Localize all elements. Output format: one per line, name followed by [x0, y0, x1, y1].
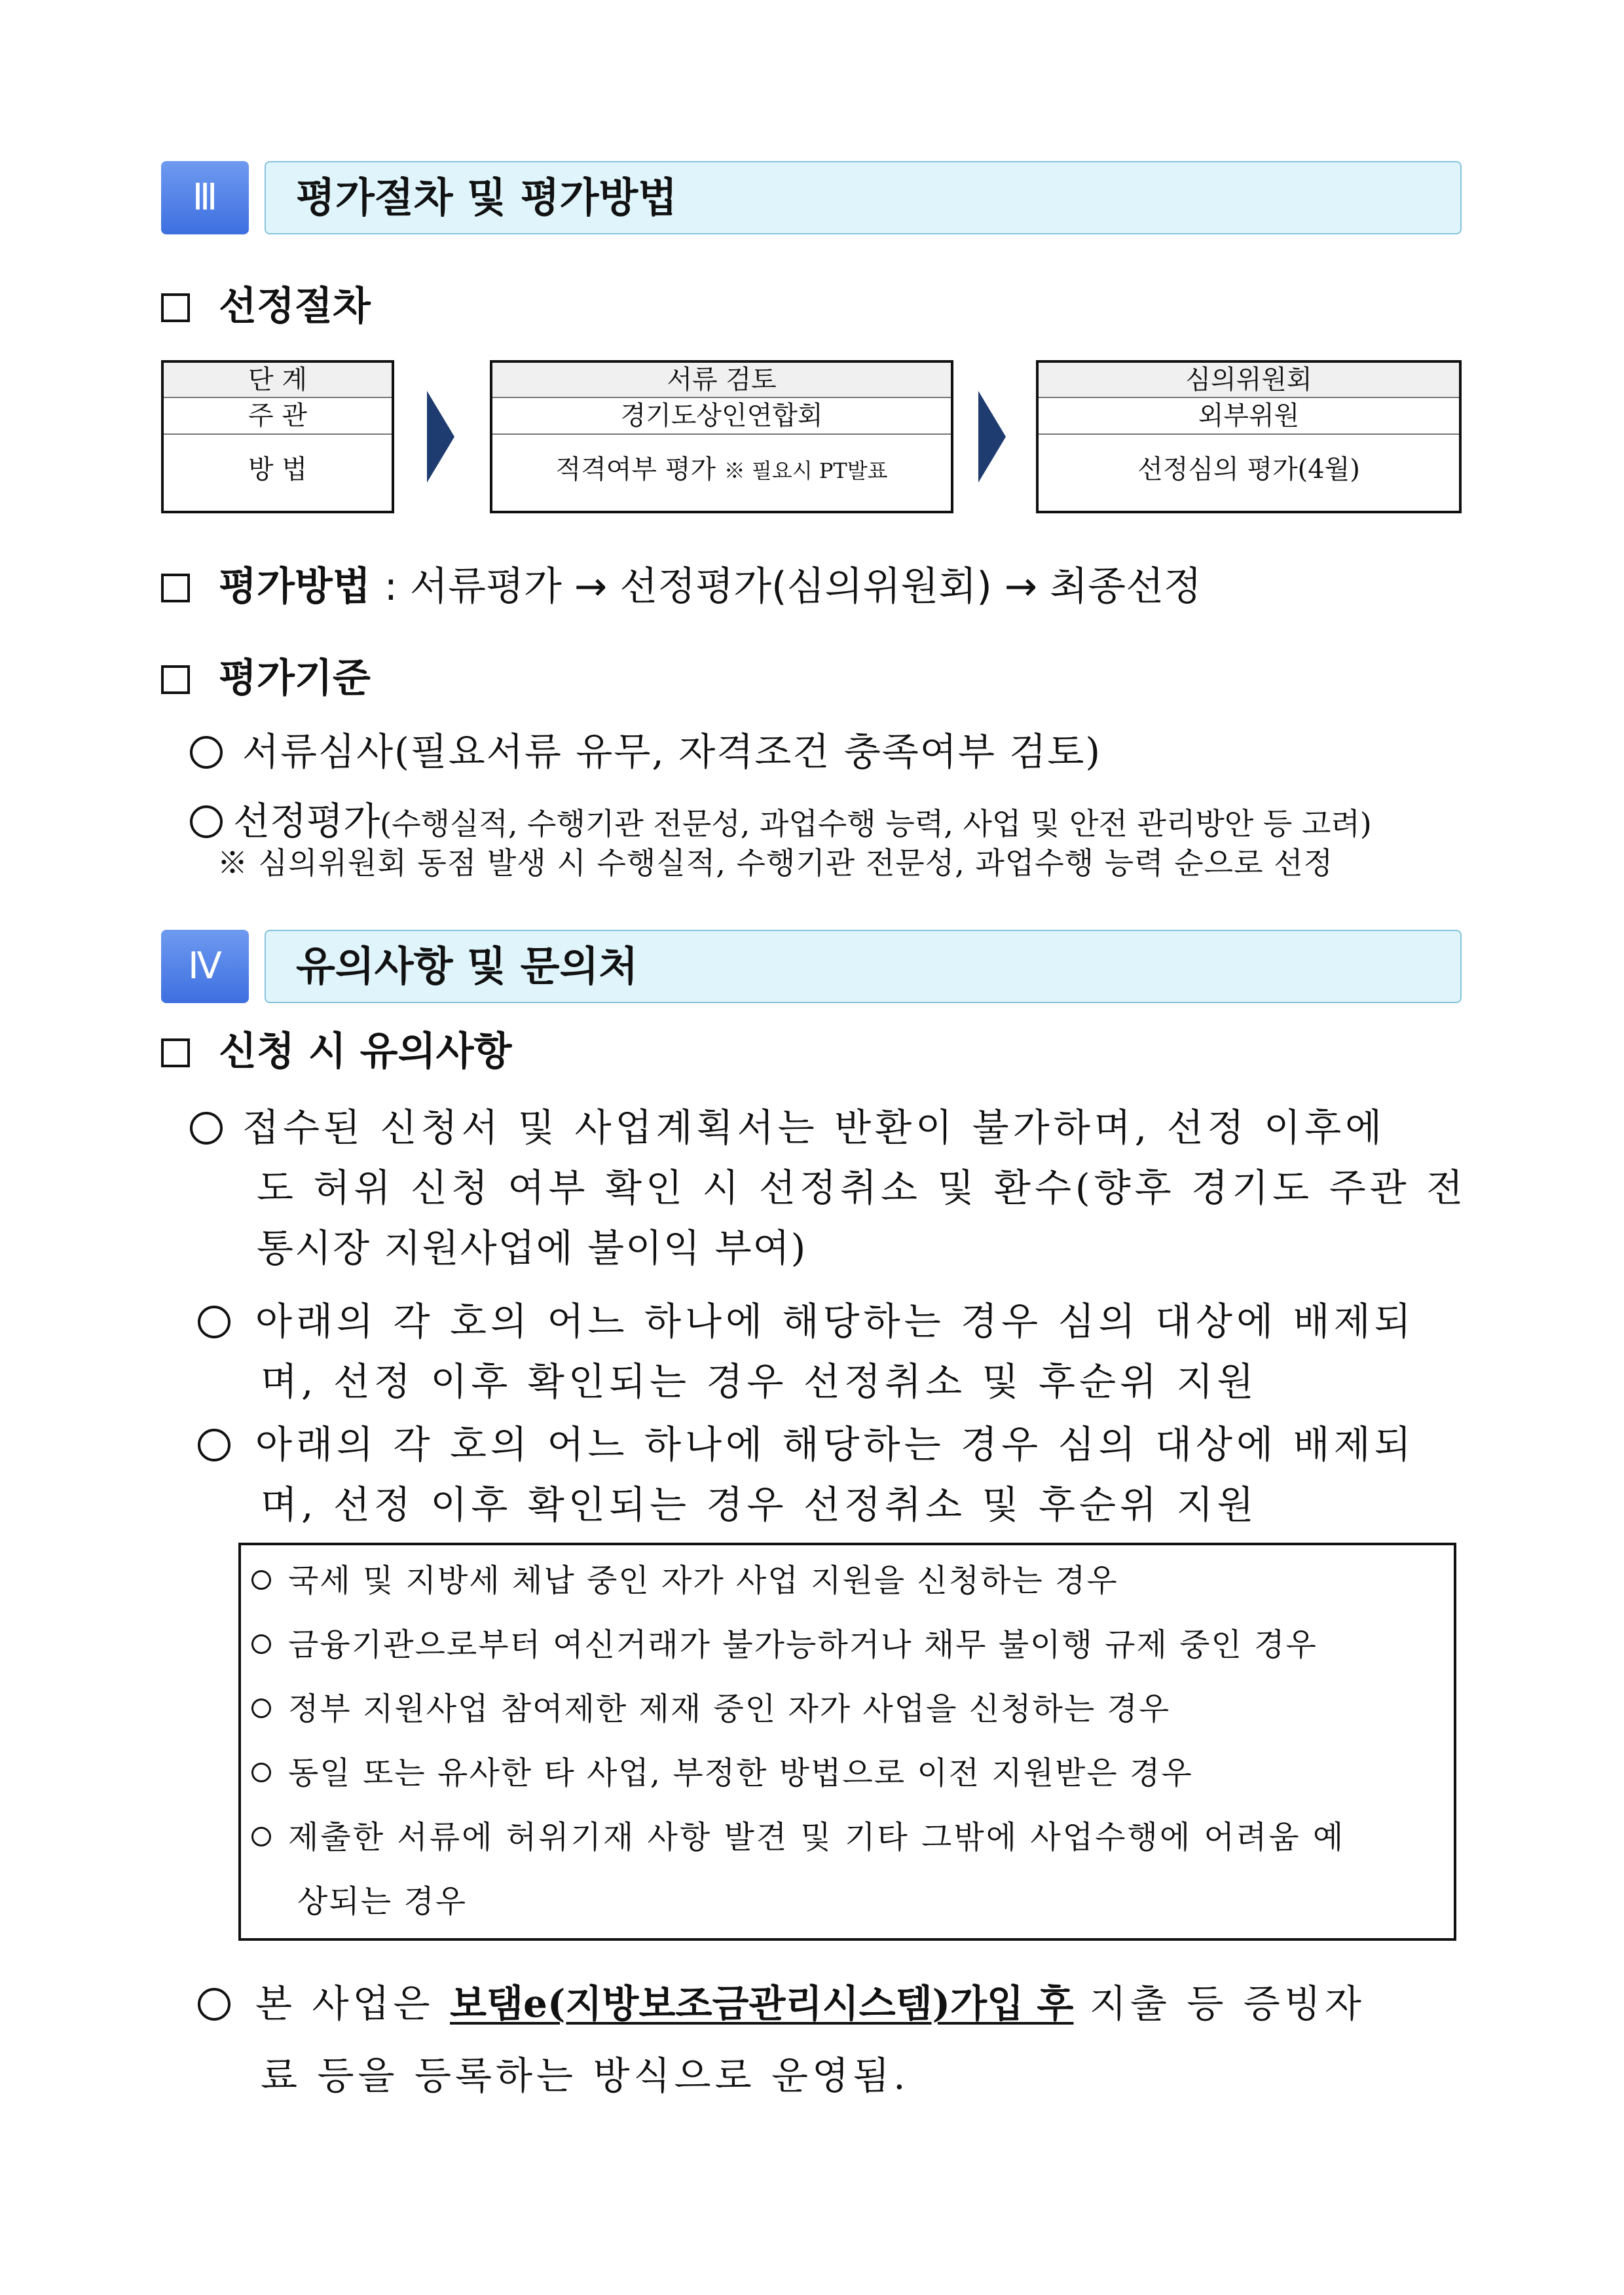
stage-organizer: 외부위원: [1039, 398, 1459, 435]
caution-paragraph-cont: 며, 선정 이후 확인되는 경우 선정취소 및 후순위 지원: [261, 1359, 1258, 1404]
checkbox-square-icon: [161, 1038, 190, 1067]
evaluation-method-flow: : 서류평가 → 선정평가(심의위원회) → 최종선정: [384, 564, 1202, 610]
exclusion-conditions-box: [238, 1543, 1456, 1941]
caution-paragraph: 본 사업은 보탬e(지방보조금관리시스템)가입 후 지출 등 증빙자: [198, 1977, 1365, 2030]
cautions-heading: 신청 시 유의사항: [161, 1025, 512, 1078]
caution-paragraph: 아래의 각 호의 어느 하나에 해당하는 경우 심의 대상에 배제되: [198, 1418, 1415, 1471]
arrow-right-icon: [427, 391, 454, 483]
method-label: 방 법: [248, 454, 307, 485]
caution-paragraph-cont: 며, 선정 이후 확인되는 경우 선정취소 및 후순위 지원: [261, 1482, 1258, 1527]
stage-method: 선정심의 평가(4월): [1137, 454, 1360, 485]
exclusion-item: 금융기관으로부터 여신거래가 불가능하거나 채무 불이행 규제 중인 경우: [251, 1624, 1318, 1666]
circle-bullet-icon: [198, 1429, 231, 1461]
small-circle-bullet-icon: [251, 1827, 271, 1846]
arrow-right-icon: [978, 391, 1006, 483]
caution-paragraph: 접수된 신청서 및 사업계획서는 반환이 불가하며, 선정 이후에: [190, 1101, 1386, 1154]
criteria-item: 선정평가(수행실적, 수행기관 전문성, 과업수행 능력, 사업 및 안전 관리방안 등 고려): [190, 795, 1372, 850]
exclusion-item: 국세 및 지방세 체납 중인 자가 사업 지원을 신청하는 경우: [251, 1560, 1118, 1602]
exclusion-item: 동일 또는 유사한 타 사업, 부정한 방법으로 이전 지원받은 경우: [251, 1752, 1193, 1794]
caution-paragraph-cont: 료 등을 등록하는 방식으로 운영됨.: [261, 2053, 910, 2098]
committee-review-box: [1036, 360, 1462, 513]
evaluation-criteria-heading: 평가기준: [161, 652, 371, 705]
circle-bullet-icon: [198, 1988, 231, 2021]
stage-label-box: [161, 360, 394, 513]
small-circle-bullet-icon: [251, 1570, 271, 1590]
circle-bullet-icon: [190, 1112, 223, 1145]
stage-label: 단 계: [164, 363, 392, 398]
exclusion-item: 제출한 서류에 허위기재 사항 발견 및 기타 그밖에 사업수행에 어려움 예: [251, 1816, 1345, 1858]
evaluation-method-heading: 평가방법 : 서류평가 → 선정평가(심의위원회) → 최종선정: [161, 560, 1202, 613]
section-number-badge: Ⅲ: [161, 161, 249, 234]
botem-e-system-emphasis: 보탬e(지방보조금관리시스템)가입 후: [450, 1981, 1074, 2026]
organizer-label: 주 관: [164, 398, 392, 435]
stage-method: 적격여부 평가 ※ 필요시 PT발표: [555, 454, 888, 485]
caution-paragraph: 아래의 각 호의 어느 하나에 해당하는 경우 심의 대상에 배제되: [198, 1295, 1415, 1348]
criteria-note: ※ 심의위원회 동점 발생 시 수행실적, 수행기관 전문성, 과업수행 능력 순으로 선정: [217, 845, 1334, 881]
small-circle-bullet-icon: [251, 1763, 271, 1782]
small-circle-bullet-icon: [251, 1698, 271, 1718]
selection-procedure-heading: 선정절차: [161, 280, 371, 333]
circle-bullet-icon: [190, 736, 223, 769]
section-number-badge: Ⅳ: [161, 930, 249, 1003]
caution-paragraph-cont: 통시장 지원사업에 불이익 부여): [257, 1226, 807, 1270]
section-title: 평가절차 및 평가방법: [265, 161, 1462, 234]
checkbox-square-icon: [161, 293, 190, 322]
caution-paragraph-cont: 도 허위 신청 여부 확인 시 선정취소 및 환수(향후 경기도 주관 전: [257, 1166, 1467, 1210]
circle-bullet-icon: [190, 805, 223, 838]
stage-name: 심의위원회: [1039, 363, 1459, 398]
criteria-item: 서류심사(필요서류 유무, 자격조건 충족여부 검토): [190, 725, 1101, 778]
exclusion-item-cont: 상되는 경우: [297, 1883, 468, 1920]
stage-organizer: 경기도상인연합회: [492, 398, 951, 435]
stage-name: 서류 검토: [492, 363, 951, 398]
circle-bullet-icon: [198, 1306, 231, 1338]
checkbox-square-icon: [161, 574, 190, 602]
exclusion-item: 정부 지원사업 참여제한 제재 중인 자가 사업을 신청하는 경우: [251, 1688, 1170, 1730]
document-review-box: [490, 360, 953, 513]
checkbox-square-icon: [161, 665, 190, 694]
small-circle-bullet-icon: [251, 1634, 271, 1654]
section-title: 유의사항 및 문의처: [265, 930, 1462, 1003]
